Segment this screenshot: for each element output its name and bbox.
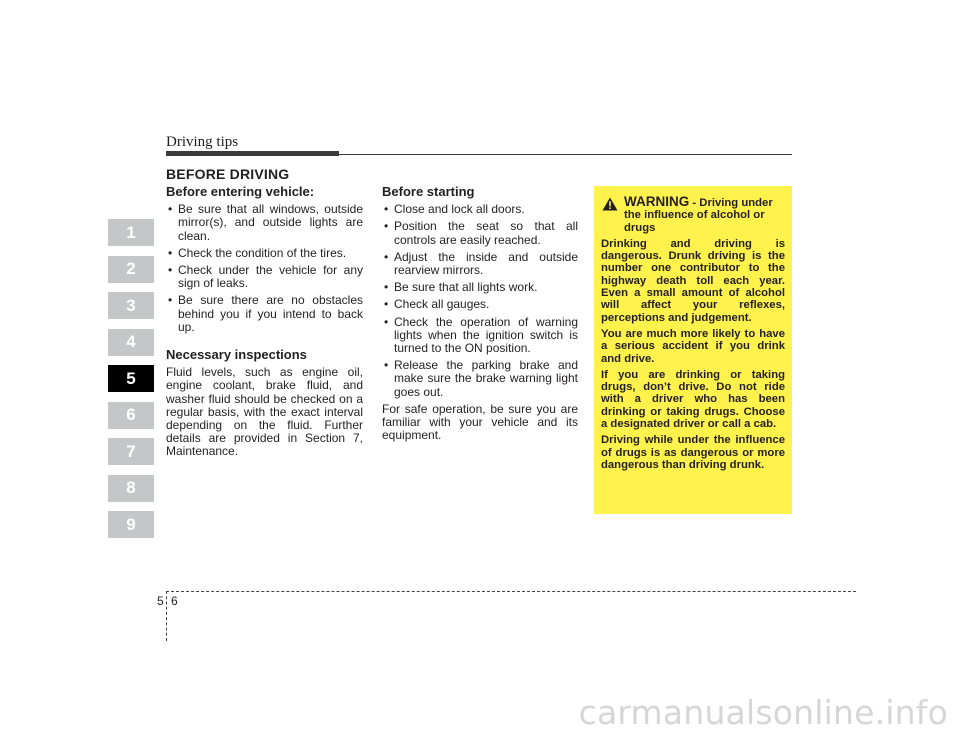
warning-title	[624, 196, 785, 234]
warning-paragraph: Drinking and driving is dangerous. Drunk driving is the number one contributor to the highway death toll each year. Even a small amount of alcohol will affect your reflexes, perceptions and judgement.	[601, 237, 785, 324]
chapter-tab-label: 3	[126, 295, 136, 315]
warning-label: WARNING	[624, 194, 690, 209]
warning-paragraph: You are much more likely to have a serious accident if you drink and drive.	[601, 327, 785, 365]
page-number: 6	[171, 594, 178, 608]
chapter-tab-label: 5	[126, 368, 136, 388]
chapter-tab-9[interactable]	[108, 511, 154, 538]
before-starting-closing: For safe operation, be sure you are familiar with your vehicle and its equipment.	[382, 401, 578, 443]
chapter-tab-6[interactable]	[108, 402, 154, 429]
chapter-tab-1[interactable]	[108, 219, 154, 246]
chapter-tab-3[interactable]	[108, 292, 154, 319]
chapter-tab-label: 1	[126, 222, 136, 242]
list-item: • Check the operation of warning lights when the ignition switch is turned to the ON position.	[382, 316, 578, 356]
chapter-tab-label: 4	[126, 332, 136, 351]
chapter-tab-label: 7	[126, 441, 136, 461]
list-item: • Check under the vehicle for any sign of leaks.	[166, 264, 363, 290]
watermark: carmanualsonline.info	[578, 693, 948, 732]
warning-header	[601, 196, 785, 234]
footer-divider	[166, 591, 856, 592]
before-starting-list	[382, 203, 578, 399]
list-item: • Check the condition of the tires.	[166, 247, 363, 260]
list-item: • Be sure that all windows, outside mirror(s), and outside lights are clean.	[166, 203, 363, 243]
chapter-tab-4[interactable]	[108, 329, 154, 356]
list-item: • Close and lock all doors.	[382, 203, 578, 216]
left-column	[166, 185, 363, 459]
chapter-tab-2[interactable]	[108, 256, 154, 283]
chapter-tab-5[interactable]	[108, 365, 154, 392]
warning-paragraph: Driving while under the influence of drugs is as dangerous or more dangerous than driving drunk.	[601, 434, 785, 471]
middle-column	[382, 185, 578, 442]
header-bar	[166, 151, 339, 156]
warning-paragraph: If you are drinking or taking drugs, don’t drive. Do not ride with a driver who has been drinking or taking drugs. Choose a designated driver or call a cab.	[601, 368, 785, 431]
list-item: • Check all gauges.	[382, 298, 578, 311]
chapter-tab-label: 6	[126, 405, 136, 424]
chapter-tab-7[interactable]	[108, 438, 154, 465]
chapter-tab-8[interactable]	[108, 475, 154, 502]
list-item: • Adjust the inside and outside rearview mirrors.	[382, 251, 578, 277]
before-entering-list	[166, 203, 363, 334]
necessary-inspections-body: Fluid levels, such as engine oil, engine coolant, brake fluid, and washer fluid should be checked on a regular basis, with the exact interval depending on the fluid. Further details are provided in Section 7, Maintenance.	[166, 365, 363, 459]
list-item: • Be sure there are no obstacles behind you if you intend to back up.	[166, 294, 363, 334]
chapter-tab-label: 8	[126, 478, 136, 497]
necessary-inspections-heading: Necessary inspections	[166, 347, 307, 363]
chapter-tab-label: 2	[126, 259, 136, 278]
list-item: • Release the parking brake and make sure the brake warning light goes out.	[382, 359, 578, 399]
list-item: • Position the seat so that all controls are easily reached.	[382, 220, 578, 246]
warning-triangle-icon	[602, 197, 618, 211]
page-chapter-number: 5	[157, 594, 164, 608]
list-item: • Be sure that all lights work.	[382, 281, 578, 294]
header-rule	[339, 154, 792, 155]
section-title: BEFORE DRIVING	[166, 166, 290, 182]
chapter-tabs	[108, 219, 154, 548]
chapter-tab-label: 9	[126, 514, 136, 534]
before-entering-heading: Before entering vehicle:	[166, 184, 315, 199]
footer-vertical-divider	[166, 591, 167, 641]
header-title: Driving tips	[166, 134, 239, 150]
before-starting-heading: Before starting	[382, 184, 475, 199]
warning-subtitle: - Driving under the influence of alcohol or drugs	[624, 197, 773, 234]
warning-box	[594, 186, 792, 514]
